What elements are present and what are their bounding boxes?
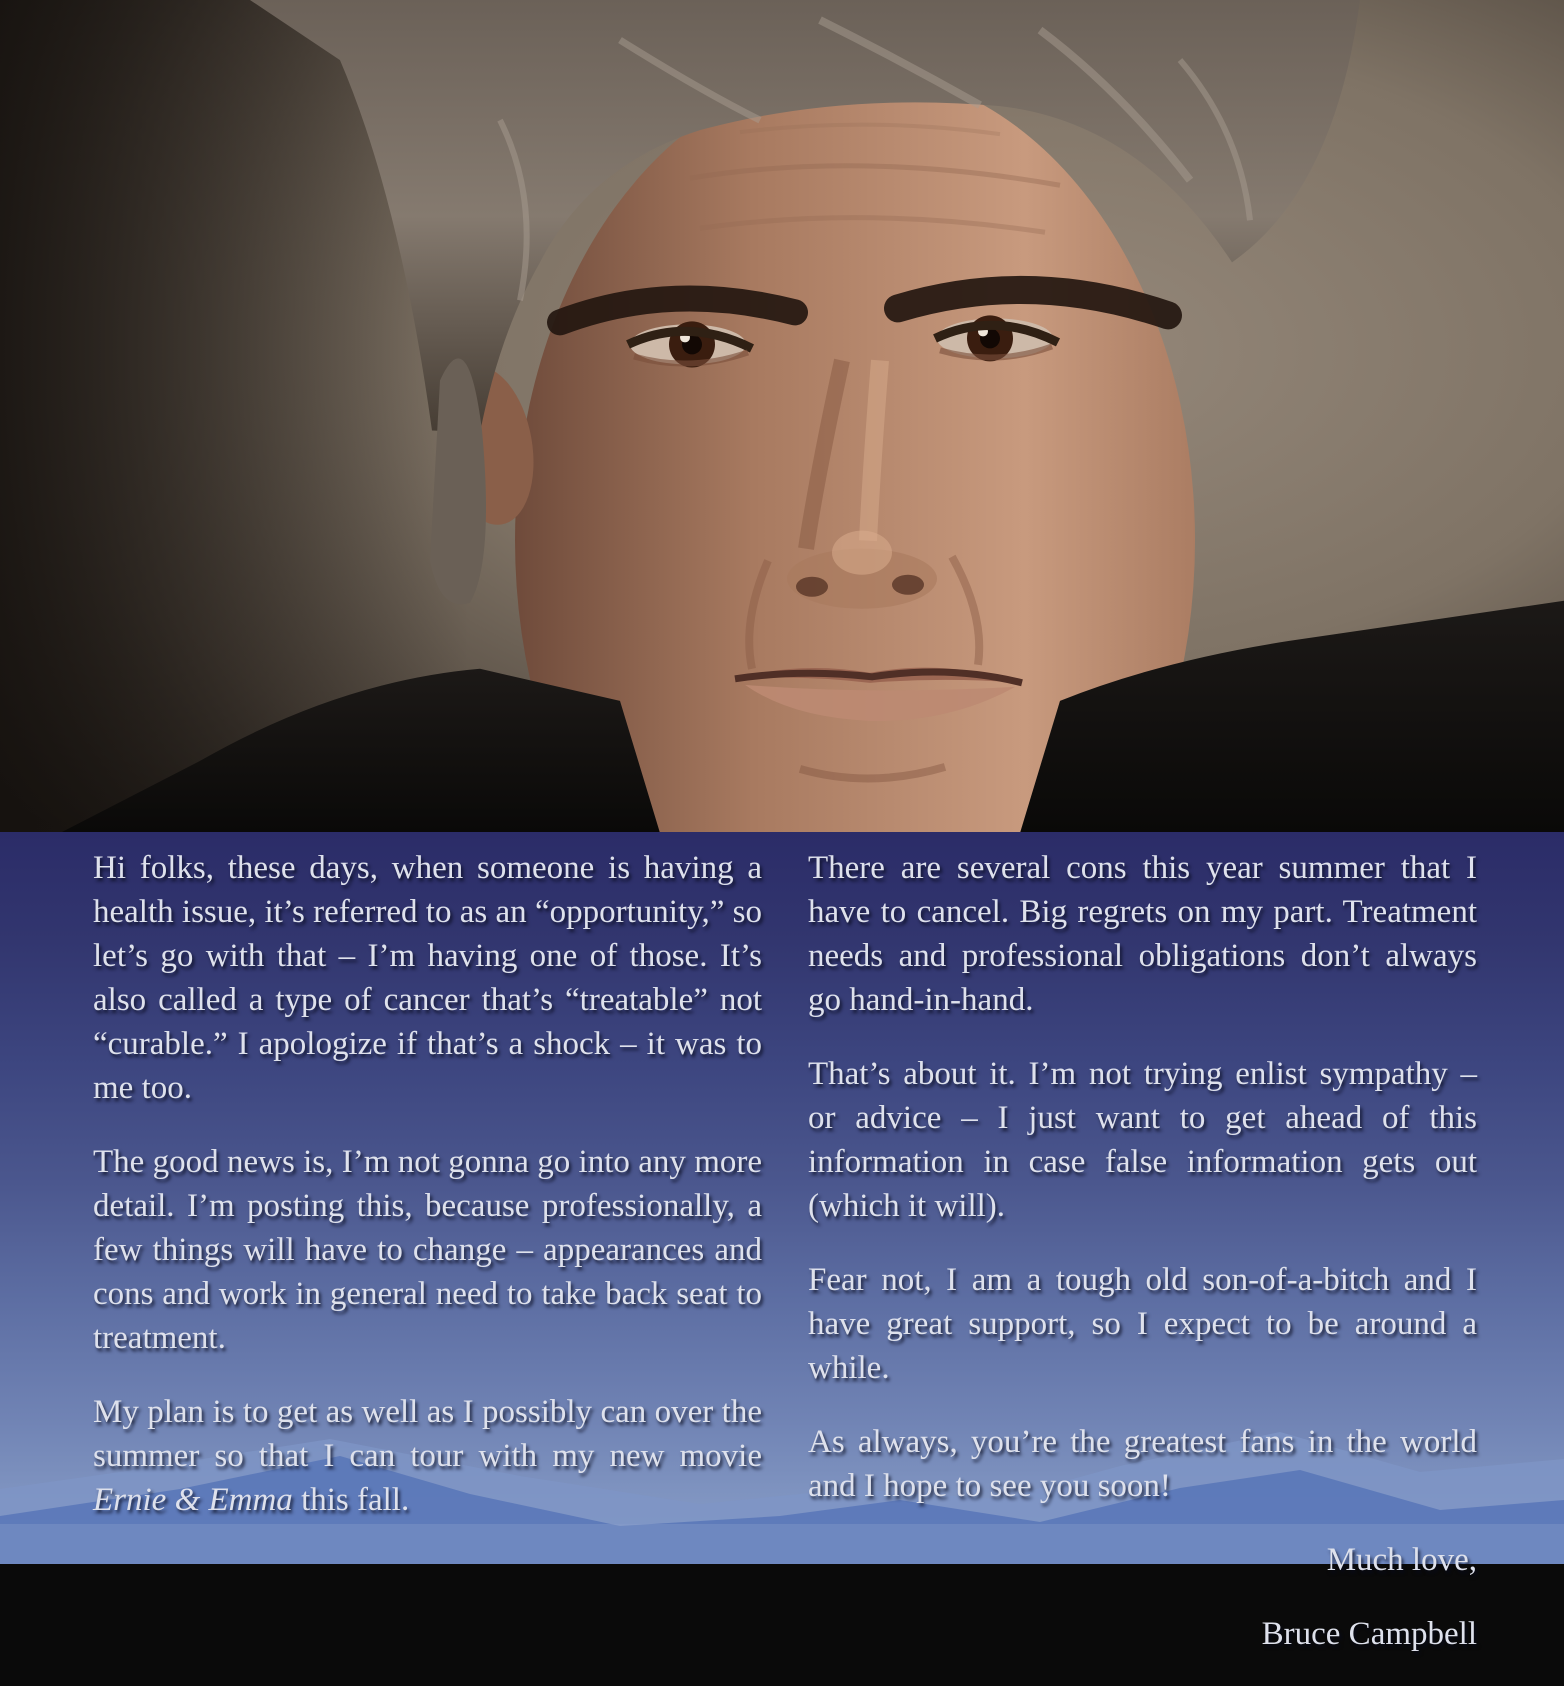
paragraph: That’s about it. I’m not trying enlist sympathy – or advice – I just want to get ahead of this information in case false information gets out (which it will).	[808, 1056, 1477, 1224]
paragraph	[93, 1390, 762, 1522]
paragraph: As always, you’re the greatest fans in the world and I hope to see you soon!	[808, 1424, 1477, 1504]
movie-title: Ernie & Emma	[93, 1482, 293, 1518]
paragraph: Fear not, I am a tough old son-of-a-bitch and I have great support, so I expect to be around a while.	[808, 1262, 1477, 1386]
signoff: Much love,	[1326, 1542, 1477, 1578]
portrait-illustration	[0, 0, 1564, 833]
paragraph: There are several cons this year summer that I have to cancel. Big regrets on my part. Treatment needs and professional obligations don’t always go hand-in-hand.	[808, 850, 1477, 1018]
paragraph-text: this fall.	[292, 1482, 410, 1518]
paragraph: The good news is, I’m not gonna go into any more detail. I’m posting this, because professionally, a few things will have to change – appearances and cons and work in general need to take back seat to treatment.	[93, 1144, 762, 1356]
left-column	[93, 846, 762, 1686]
right-column	[808, 846, 1477, 1686]
portrait-photo	[0, 0, 1564, 833]
signature: Bruce Campbell	[1261, 1616, 1477, 1652]
statement-columns	[0, 832, 1564, 1686]
statement-panel	[0, 832, 1564, 1652]
paragraph-text: My plan is to get as well as I possibly can over the summer so that I can tour with my new movie	[93, 1394, 762, 1474]
paragraph: Hi folks, these days, when someone is having a health issue, it’s referred to as an “opportunity,” so let’s go with that – I’m having one of those. It’s also called a type of cancer that’s “treatable” not “curable.” I apologize if that’s a shock – it was to me too.	[93, 850, 762, 1106]
